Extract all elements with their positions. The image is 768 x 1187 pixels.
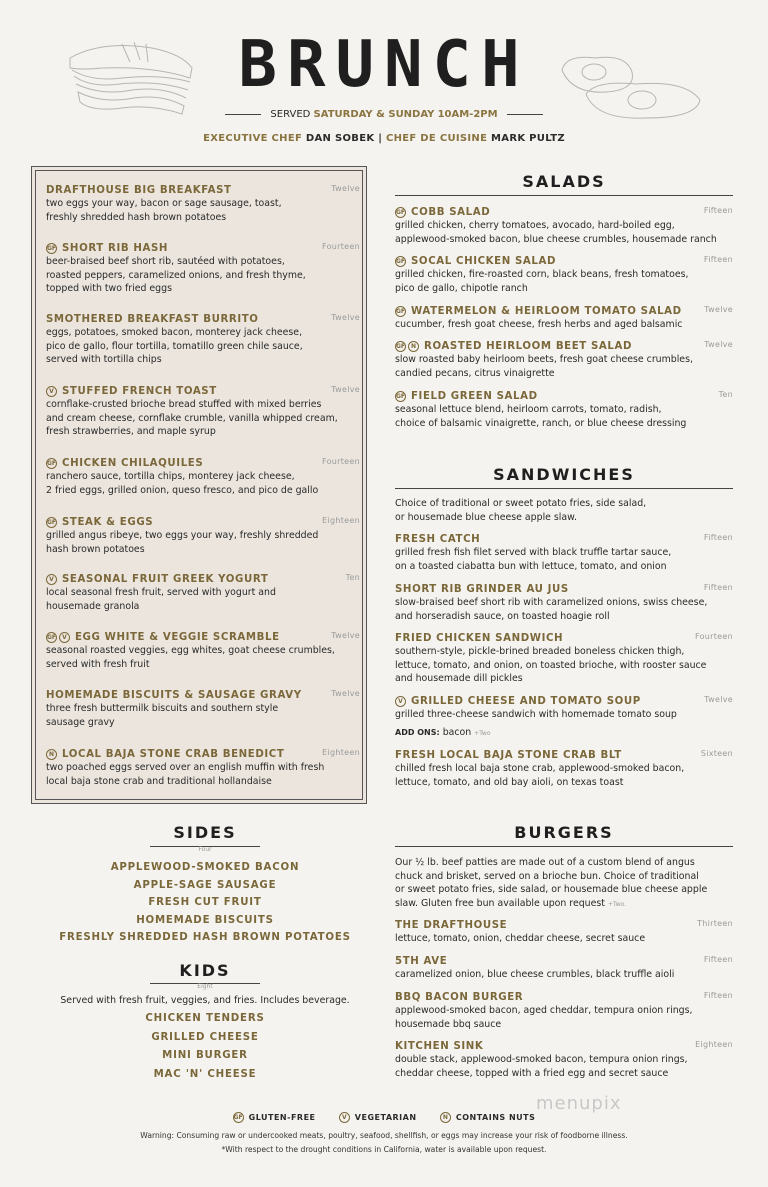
description-line: eggs, potatoes, smoked bacon, monterey jack cheese, [46,327,303,338]
item-name [46,184,360,197]
description-line: cheddar cheese, topped with a fried egg and secret sauce [395,1067,669,1079]
description-line: grilled angus ribeye, two eggs your way, freshly shredded [46,530,319,541]
item-price: Sixteen [700,749,733,758]
item-price: Twelve [704,305,733,314]
legend-label: VEGETARIAN [354,1113,417,1122]
kids-item: CHICKEN TENDERS [145,1013,265,1024]
description-line: beer-braised beef short rib, sautéed with potatoes, [46,256,285,267]
item-name [395,533,733,546]
item-name [46,689,360,702]
legend-nuts [440,1113,536,1122]
item-price: Fourteen [694,632,733,641]
description-line: three fresh buttermilk biscuits and southern style [46,703,279,714]
description-line: chilled fresh local baja stone crab, applewood-smoked bacon, [395,763,685,774]
menu-item [46,748,360,788]
menu-item [46,457,360,497]
kids-item: MAC 'N' CHEESE [153,1068,257,1080]
health-warning: Warning: Consuming raw or undercooked meats, poultry, seafood, shellfish, or eggs may increase your risk of foodborne illness. [140,1131,628,1140]
item-name [46,573,360,586]
description-line: roasted peppers, caramelized onions, and fresh thyme, [46,269,306,281]
item-description [46,702,360,729]
item-name [46,748,360,761]
menu-item [395,991,733,1031]
description-line: caramelized onion, blue cheese crumbles, black truffle aioli [395,969,675,980]
item-price: Twelve [331,631,360,640]
item-name [46,313,360,326]
addons-item: bacon [442,727,472,738]
item-description [395,1004,733,1031]
description-line: applewood-smoked bacon, blue cheese crumbles, housemade ranch [395,233,717,245]
item-description [46,255,360,296]
nuts-icon: N [46,749,57,760]
item-name [46,242,360,255]
nuts-icon: N [408,341,419,352]
item-price: Fifteen [703,533,733,542]
description-line: and cream cheese, cornflake crumble, vanilla whipped cream, [46,412,338,424]
item-description [46,644,360,671]
item-price: Twelve [331,313,360,322]
served-time: 10AM-2PM [437,109,498,120]
description-line: topped with two fried eggs [46,283,172,295]
menu-item [46,313,360,367]
salads-heading: SALADS [522,172,606,191]
burgers-rule [395,846,733,847]
item-title: KITCHEN SINK [395,1041,484,1052]
watermark-logo: menupix [536,1093,622,1114]
description-line: served with fresh fruit [46,658,150,670]
menu-item [395,583,733,623]
description-line: sausage gravy [46,716,115,728]
description-line: local seasonal fresh fruit, served with yogurt and [46,587,276,598]
side-item: APPLEWOOD-SMOKED BACON [110,862,300,873]
description-line: hash brown potatoes [46,543,145,555]
item-title: FIELD GREEN SALAD [411,391,538,402]
description-line: cucumber, fresh goat cheese, fresh herbs and aged balsamic [395,319,683,330]
side-item: HOMEMADE BISCUITS [136,914,274,926]
description-line: two poached eggs served over an english muffin with fresh [46,762,325,773]
item-description [395,403,733,430]
side-item: FRESH CUT FRUIT [148,897,262,908]
item-name [46,631,360,644]
description-line: housemade bbq sauce [395,1018,502,1030]
menu-item [395,919,733,946]
salads-rule [395,195,733,196]
divider-right [507,114,543,115]
sandwiches-rule [395,488,733,489]
description-line: lettuce, tomato, and onion, on toasted brioche, with rooster sauce [395,659,707,671]
item-title: FRIED CHICKEN SANDWICH [395,633,564,644]
item-title: HOMEMADE BISCUITS & SAUSAGE GRAVY [46,690,302,701]
item-price: Twelve [704,340,733,349]
item-price: Twelve [331,385,360,394]
description-line: southern-style, pickle-brined breaded boneless chicken thigh, [395,646,685,657]
item-title: SHORT RIB GRINDER AU JUS [395,584,569,595]
menu-item [395,340,733,380]
item-price: Fourteen [321,457,360,466]
item-name [395,919,733,932]
description-line: housemade granola [46,600,140,612]
item-description [395,708,733,722]
item-title: ROASTED HEIRLOOM BEET SALAD [424,341,633,352]
item-title: FRESH LOCAL BAJA STONE CRAB BLT [395,750,622,761]
kids-item: MINI BURGER [162,1050,248,1061]
menu-item [395,955,733,982]
description-line: 2 fried eggs, grilled onion, queso fresco, and pico de gallo [46,484,319,496]
item-description [46,470,360,497]
menu-item [46,242,360,296]
sides-heading: SIDES [173,823,237,842]
item-price: Fourteen [321,242,360,251]
menu-item [395,390,733,430]
vegetarian-icon: V [339,1112,350,1123]
gluten-free-icon: GF [47,245,57,252]
item-title: STEAK & EGGS [62,517,154,528]
item-name [395,955,733,968]
item-name [395,695,733,708]
menu-item [46,689,360,729]
gluten-free-icon: GF [47,634,57,641]
menu-item [395,206,733,246]
sandwich-addons [395,727,491,738]
serving-times [0,108,768,122]
item-description [46,529,360,556]
description-line: applewood-smoked bacon, aged cheddar, tempura onion rings, [395,1005,693,1016]
burgers-heading: BURGERS [514,823,614,842]
item-price: Ten [718,390,733,399]
intro-text: slaw. Gluten free bun available upon request [395,897,605,909]
addons-label: ADD ONS: [395,728,440,737]
item-description [395,318,733,332]
description-line: and housemade dill pickles [395,673,523,685]
side-item: APPLE-SAGE SAUSAGE [133,879,277,891]
gluten-free-bun-price: +Two. [607,900,627,908]
menu-item [46,573,360,613]
description-line: candied pecans, citrus vinaigrette [395,367,555,379]
item-title: EGG WHITE & VEGGIE SCRAMBLE [75,632,280,643]
item-description [395,546,733,573]
sandwiches-intro [395,497,733,524]
vegetarian-icon: V [59,632,70,643]
item-description [46,586,360,613]
item-price: Fifteen [703,206,733,215]
served-days: SATURDAY & SUNDAY [313,109,435,120]
item-title: STUFFED FRENCH TOAST [62,386,217,397]
item-title: GRILLED CHEESE AND TOMATO SOUP [411,696,641,707]
description-line: slow-braised beef short rib with caramelized onions, swiss cheese, [395,597,708,608]
item-description [395,1053,733,1080]
description-line: local baja stone crab and traditional hollandaise [46,775,272,787]
item-description [395,968,733,982]
item-price: Twelve [331,689,360,698]
gluten-free-icon: GF [396,258,406,265]
item-title: WATERMELON & HEIRLOOM TOMATO SALAD [411,306,682,317]
chef-separator: | [378,133,383,144]
sides-price: Four [198,846,212,853]
item-description [395,762,733,789]
item-name [395,583,733,596]
description-line: seasonal roasted veggies, egg whites, goat cheese crumbles, [46,645,335,656]
item-name [395,206,733,219]
item-price: Fifteen [703,255,733,264]
item-name [395,305,733,318]
addons-price: +Two [474,730,491,737]
description-line: pico de gallo, flour tortilla, tomatillo green chile sauce, [46,340,303,352]
description-line: on a toasted ciabatta bun with lettuce, tomato, and onion [395,560,667,572]
item-title: CHICKEN CHILAQUILES [62,458,204,469]
item-title: THE DRAFTHOUSE [395,920,508,931]
vegetarian-icon: V [395,696,406,707]
item-price: Thirteen [697,919,733,928]
item-description [46,398,360,439]
description-line: slow roasted baby heirloom beets, fresh goat cheese crumbles, [395,354,693,365]
intro-line: or sweet potato fries, side salad, or housemade blue cheese apple [395,884,708,896]
kids-item: GRILLED CHEESE [151,1031,259,1043]
served-prefix: SERVED [270,109,311,120]
menu-item [395,533,733,573]
kids-heading: KIDS [179,961,231,980]
menu-item [395,632,733,686]
description-line: seasonal lettuce blend, heirloom carrots, tomato, radish, [395,404,662,415]
gluten-free-icon: GF [47,519,57,526]
menu-item [395,305,733,332]
description-line: two eggs your way, bacon or sage sausage, toast, [46,198,282,209]
side-item: FRESHLY SHREDDED HASH BROWN POTATOES [59,932,351,943]
item-description [395,219,733,246]
intro-line: chuck and brisket, served on a brioche bun. Choice of traditional [395,870,699,882]
item-description [395,353,733,380]
item-title: SHORT RIB HASH [62,243,169,254]
menu-item [395,749,733,789]
vegetarian-icon: V [46,574,57,585]
menu-item [46,385,360,439]
item-title: SOCAL CHICKEN SALAD [411,256,557,267]
menu-item [395,1040,733,1080]
item-title: DRAFTHOUSE BIG BREAKFAST [46,185,232,196]
chef-credits [0,133,768,144]
item-name [46,457,360,470]
item-description [395,932,733,946]
item-name [395,255,733,268]
legend-label: CONTAINS NUTS [455,1113,536,1122]
gluten-free-icon: GF [396,343,406,350]
menu-item [46,631,360,671]
item-title: 5TH AVE [395,956,448,967]
description-line: cornflake-crusted brioche bread stuffed with mixed berries [46,399,322,410]
item-name [395,632,733,645]
item-price: Eighteen [322,748,360,757]
item-name [395,991,733,1004]
menu-item [46,184,360,224]
kids-price: Eight [197,983,213,990]
legend-label: GLUTEN-FREE [248,1113,316,1122]
cdc-name: MARK PULTZ [491,133,565,144]
description-line: lettuce, tomato, and old bay aioli, on texas toast [395,776,624,788]
item-name [46,385,360,398]
description-line: lettuce, tomato, onion, cheddar cheese, secret sauce [395,933,646,944]
gluten-free-icon: GF [233,1114,243,1121]
legend-vegetarian [339,1113,417,1122]
item-price: Twelve [331,184,360,193]
description-line: grilled chicken, fire-roasted corn, black beans, fresh tomatoes, [395,269,689,280]
burgers-intro [395,856,733,911]
menu-item [395,695,733,722]
cdc-role: CHEF DE CUISINE [385,133,488,144]
intro-line: or housemade blue cheese apple slaw. [395,511,577,523]
description-line: fresh strawberries, and maple syrup [46,426,216,438]
item-description [46,326,360,367]
exec-chef-role: EXECUTIVE CHEF [203,133,303,144]
gluten-free-icon: GF [396,308,406,315]
item-description [395,645,733,686]
item-description [395,596,733,623]
item-title: SMOTHERED BREAKFAST BURRITO [46,314,259,325]
description-line: served with tortilla chips [46,354,162,366]
item-price: Fifteen [703,583,733,592]
menu-item [395,255,733,295]
item-name [395,749,733,762]
gluten-free-icon: GF [396,209,406,216]
description-line: double stack, applewood-smoked bacon, tempura onion rings, [395,1054,688,1065]
item-name [395,390,733,403]
gluten-free-icon: GF [396,393,406,400]
item-title: FRESH CATCH [395,534,481,545]
menu-item [46,516,360,556]
item-price: Fifteen [703,991,733,1000]
page-title: BRUNCH [238,28,530,102]
item-price: Eighteen [695,1040,733,1049]
item-price: Eighteen [322,516,360,525]
description-line: grilled chicken, cherry tomatoes, avocado, hard-boiled egg, [395,220,675,231]
item-price: Twelve [704,695,733,704]
item-description [46,761,360,788]
gluten-free-icon: GF [47,460,57,467]
item-title: BBQ BACON BURGER [395,992,524,1003]
divider-left [225,114,261,115]
item-price: Fifteen [703,955,733,964]
item-description [46,197,360,224]
description-line: ranchero sauce, tortilla chips, monterey jack cheese, [46,471,295,482]
item-title: SEASONAL FRUIT GREEK YOGURT [62,574,269,585]
vegetarian-icon: V [46,386,57,397]
item-title: LOCAL BAJA STONE CRAB BENEDICT [62,749,285,760]
item-description [395,268,733,295]
description-line: grilled fresh fish filet served with black truffle tartar sauce, [395,547,672,558]
description-line: freshly shredded hash brown potatoes [46,211,227,223]
item-price: Ten [345,573,360,582]
dietary-legend [0,1112,768,1123]
exec-chef-name: DAN SOBEK [305,133,375,144]
sandwiches-heading: SANDWICHES [493,465,635,484]
kids-note: Served with fresh fruit, veggies, and fries. Includes beverage. [60,995,350,1006]
intro-line [395,897,733,912]
item-name [46,516,360,529]
item-name [395,340,733,353]
intro-line: Our ½ lb. beef patties are made out of a custom blend of angus [395,857,695,868]
legend-gluten-free [233,1113,316,1122]
description-line: pico de gallo, chipotle ranch [395,282,528,294]
intro-line: Choice of traditional or sweet potato fries, side salad, [395,498,647,509]
description-line: choice of balsamic vinaigrette, ranch, or blue cheese dressing [395,417,687,429]
nuts-icon: N [440,1112,451,1123]
drought-note: *With respect to the drought conditions in California, water is available upon request. [221,1145,547,1154]
description-line: and horseradish sauce, on toasted hoagie roll [395,610,610,622]
description-line: grilled three-cheese sandwich with homemade tomato soup [395,709,677,720]
item-title: COBB SALAD [411,207,491,218]
item-name [395,1040,733,1053]
